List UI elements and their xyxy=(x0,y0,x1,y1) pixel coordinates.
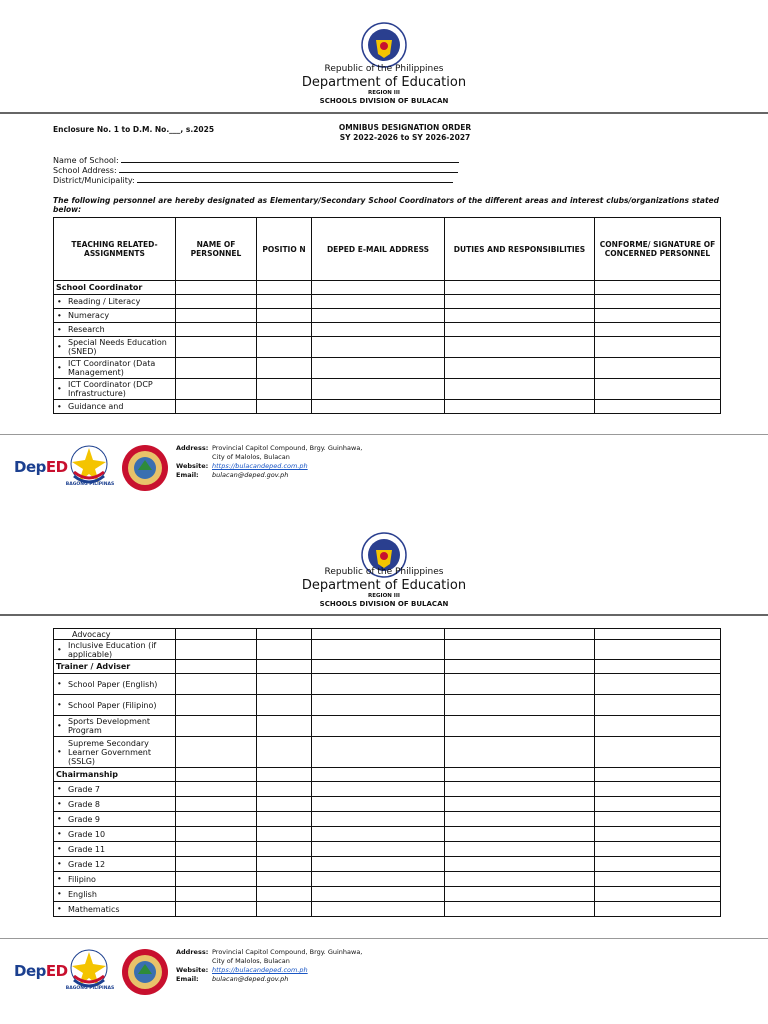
section-label: Trainer / Adviser xyxy=(54,660,176,674)
name-cell[interactable] xyxy=(176,695,257,716)
address-line1: Provincial Capitol Compound, Brgy. Guinhawa, xyxy=(212,948,363,956)
assignment-label: • Reading / Literacy xyxy=(54,295,176,309)
duties-cell[interactable] xyxy=(445,295,595,309)
assignment-label: • Supreme Secondary Learner Government (SSLG) xyxy=(54,737,176,768)
division-text: SCHOOLS DIVISION OF BULACAN xyxy=(319,97,449,105)
col-header: POSITIO N xyxy=(257,218,312,281)
assignment-label: • ICT Coordinator (DCP Infrastructure) xyxy=(54,379,176,400)
name-cell[interactable] xyxy=(176,629,257,640)
signature-cell[interactable] xyxy=(595,323,721,337)
signature-cell[interactable] xyxy=(595,309,721,323)
duties-cell[interactable] xyxy=(445,400,595,414)
email-cell[interactable] xyxy=(312,797,445,812)
section-row xyxy=(54,768,721,782)
position-cell[interactable] xyxy=(257,902,312,917)
website-link[interactable]: https://bulacandeped.com.ph xyxy=(212,462,308,470)
position-cell[interactable] xyxy=(257,295,312,309)
signature-cell[interactable] xyxy=(595,640,721,660)
email-cell[interactable] xyxy=(312,768,445,782)
signature-cell[interactable] xyxy=(595,797,721,812)
signature-cell[interactable] xyxy=(595,281,721,295)
letterhead xyxy=(0,64,768,106)
position-cell[interactable] xyxy=(257,337,312,358)
name-cell[interactable] xyxy=(176,323,257,337)
signature-cell[interactable] xyxy=(595,812,721,827)
position-cell[interactable] xyxy=(257,737,312,768)
contact-block xyxy=(176,948,362,984)
duties-cell[interactable] xyxy=(445,902,595,917)
position-cell[interactable] xyxy=(257,660,312,674)
name-cell[interactable] xyxy=(176,827,257,842)
email-cell[interactable] xyxy=(312,902,445,917)
order-title xyxy=(300,123,510,143)
col-header: DEPED E-MAIL ADDRESS xyxy=(312,218,445,281)
position-cell[interactable] xyxy=(257,629,312,640)
school-name-label: Name of School: xyxy=(53,156,119,165)
duties-cell[interactable] xyxy=(445,281,595,295)
table-row xyxy=(54,674,721,695)
name-cell[interactable] xyxy=(176,281,257,295)
enclosure-text: Enclosure No. 1 to D.M. No.___, s.2025 xyxy=(53,125,215,134)
position-cell[interactable] xyxy=(257,400,312,414)
letterhead xyxy=(0,567,768,609)
signature-cell[interactable] xyxy=(595,842,721,857)
table-row xyxy=(54,379,721,400)
signature-cell[interactable] xyxy=(595,400,721,414)
division-seal-icon xyxy=(121,444,169,492)
email-cell[interactable] xyxy=(312,872,445,887)
table-row xyxy=(54,782,721,797)
assignment-label: • Grade 9 xyxy=(54,812,176,827)
email-cell[interactable] xyxy=(312,716,445,737)
department-text: Department of Education xyxy=(301,75,467,90)
position-cell[interactable] xyxy=(257,827,312,842)
assignment-label: • Grade 11 xyxy=(54,842,176,857)
duties-cell[interactable] xyxy=(445,674,595,695)
name-cell[interactable] xyxy=(176,400,257,414)
assignment-label: • Special Needs Education (SNED) xyxy=(54,337,176,358)
district-label: District/Municipality: xyxy=(53,176,135,185)
school-name-line[interactable] xyxy=(121,155,459,163)
email-cell[interactable] xyxy=(312,842,445,857)
email-cell[interactable] xyxy=(312,337,445,358)
order-title-line2: SY 2022-2026 to SY 2026-2027 xyxy=(339,133,471,142)
assignment-label: • Sports Development Program xyxy=(54,716,176,737)
assignment-label: • Research xyxy=(54,323,176,337)
email-cell[interactable] xyxy=(312,629,445,640)
assignment-label: Advocacy xyxy=(54,629,176,640)
signature-cell[interactable] xyxy=(595,337,721,358)
assignment-label: • English xyxy=(54,887,176,902)
footer xyxy=(0,436,768,506)
designation-table-page1 xyxy=(53,217,721,414)
department-text: Department of Education xyxy=(301,578,467,593)
signature-cell[interactable] xyxy=(595,737,721,768)
school-fields xyxy=(53,155,459,185)
address-label: Address: xyxy=(176,444,209,452)
email-cell[interactable] xyxy=(312,295,445,309)
duties-cell[interactable] xyxy=(445,337,595,358)
contact-block xyxy=(176,444,362,480)
footer-divider xyxy=(0,938,768,939)
name-cell[interactable] xyxy=(176,902,257,917)
table-row xyxy=(54,337,721,358)
col-header: TEACHING RELATED-ASSIGNMENTS xyxy=(54,218,176,281)
email-cell[interactable] xyxy=(312,640,445,660)
duties-cell[interactable] xyxy=(445,309,595,323)
school-address-label: School Address: xyxy=(53,166,117,175)
signature-cell[interactable] xyxy=(595,902,721,917)
bagong-pilipinas-text: BAGONG PILIPINAS xyxy=(65,482,115,487)
name-cell[interactable] xyxy=(176,309,257,323)
name-cell[interactable] xyxy=(176,737,257,768)
table-row xyxy=(54,309,721,323)
position-cell[interactable] xyxy=(257,674,312,695)
name-cell[interactable] xyxy=(176,379,257,400)
intro-paragraph: The following personnel are hereby designated as Elementary/Secondary School Coordinators of the different areas and interest clubs/organizations stated below: xyxy=(53,196,719,214)
name-cell[interactable] xyxy=(176,660,257,674)
region-text: REGION III xyxy=(368,593,400,599)
email-cell[interactable] xyxy=(312,812,445,827)
email-cell[interactable] xyxy=(312,857,445,872)
table-row xyxy=(54,797,721,812)
position-cell[interactable] xyxy=(257,640,312,660)
table-row xyxy=(54,737,721,768)
duties-cell[interactable] xyxy=(445,797,595,812)
signature-cell[interactable] xyxy=(595,782,721,797)
name-cell[interactable] xyxy=(176,872,257,887)
assignment-label: • ICT Coordinator (Data Management) xyxy=(54,358,176,379)
col-header: NAME OF PERSONNEL xyxy=(176,218,257,281)
signature-cell[interactable] xyxy=(595,674,721,695)
position-cell[interactable] xyxy=(257,782,312,797)
table-row xyxy=(54,812,721,827)
name-cell[interactable] xyxy=(176,640,257,660)
duties-cell[interactable] xyxy=(445,323,595,337)
assignment-label: • Guidance and xyxy=(54,400,176,414)
name-cell[interactable] xyxy=(176,674,257,695)
address-label: Address: xyxy=(176,948,209,956)
email-cell[interactable] xyxy=(312,827,445,842)
name-cell[interactable] xyxy=(176,295,257,309)
table-row xyxy=(54,857,721,872)
table-row xyxy=(54,872,721,887)
col-header: CONFORME/ SIGNATURE OF CONCERNED PERSONNEL xyxy=(595,218,721,281)
republic-text: Republic of the Philippines xyxy=(324,567,444,577)
signature-cell[interactable] xyxy=(595,827,721,842)
email-label: Email: xyxy=(176,975,199,983)
table-row xyxy=(54,695,721,716)
position-cell[interactable] xyxy=(257,309,312,323)
address-line1: Provincial Capitol Compound, Brgy. Guinhawa, xyxy=(212,444,363,452)
header-divider xyxy=(0,112,768,114)
position-cell[interactable] xyxy=(257,887,312,902)
email-cell[interactable] xyxy=(312,782,445,797)
col-header: DUTIES AND RESPONSIBILITIES xyxy=(445,218,595,281)
division-text: SCHOOLS DIVISION OF BULACAN xyxy=(319,600,449,608)
email-cell[interactable] xyxy=(312,281,445,295)
name-cell[interactable] xyxy=(176,857,257,872)
duties-cell[interactable] xyxy=(445,812,595,827)
email-cell[interactable] xyxy=(312,358,445,379)
order-title-line1: OMNIBUS DESIGNATION ORDER xyxy=(338,123,472,132)
assignment-label: • Inclusive Education (if applicable) xyxy=(54,640,176,660)
duties-cell[interactable] xyxy=(445,887,595,902)
signature-cell[interactable] xyxy=(595,887,721,902)
duties-cell[interactable] xyxy=(445,768,595,782)
assignment-label: • Grade 12 xyxy=(54,857,176,872)
name-cell[interactable] xyxy=(176,812,257,827)
name-cell[interactable] xyxy=(176,337,257,358)
email-cell[interactable] xyxy=(312,660,445,674)
signature-cell[interactable] xyxy=(595,629,721,640)
signature-cell[interactable] xyxy=(595,660,721,674)
name-cell[interactable] xyxy=(176,887,257,902)
website-link[interactable]: https://bulacandeped.com.ph xyxy=(212,966,308,974)
assignment-label: • Grade 10 xyxy=(54,827,176,842)
position-cell[interactable] xyxy=(257,358,312,379)
signature-cell[interactable] xyxy=(595,295,721,309)
section-row xyxy=(54,281,721,295)
deped-logo: DepED xyxy=(14,458,68,476)
name-cell[interactable] xyxy=(176,358,257,379)
position-cell[interactable] xyxy=(257,716,312,737)
email-cell[interactable] xyxy=(312,323,445,337)
position-cell[interactable] xyxy=(257,842,312,857)
email-cell[interactable] xyxy=(312,695,445,716)
email-cell[interactable] xyxy=(312,379,445,400)
table-row xyxy=(54,842,721,857)
designation-table-page2 xyxy=(53,628,721,917)
address-line2: City of Malolos, Bulacan xyxy=(212,453,290,461)
name-cell[interactable] xyxy=(176,768,257,782)
duties-cell[interactable] xyxy=(445,827,595,842)
duties-cell[interactable] xyxy=(445,857,595,872)
assignment-label: • Filipino xyxy=(54,872,176,887)
page-2 xyxy=(0,512,768,1024)
signature-cell[interactable] xyxy=(595,716,721,737)
position-cell[interactable] xyxy=(257,379,312,400)
email-cell[interactable] xyxy=(312,887,445,902)
section-row xyxy=(54,660,721,674)
table-row xyxy=(54,902,721,917)
footer-divider xyxy=(0,434,768,435)
email-text: bulacan@deped.gov.ph xyxy=(212,975,289,983)
email-text: bulacan@deped.gov.ph xyxy=(212,471,289,479)
duties-cell[interactable] xyxy=(445,716,595,737)
signature-cell[interactable] xyxy=(595,379,721,400)
district-line[interactable] xyxy=(137,175,453,183)
table-row xyxy=(54,323,721,337)
table-row xyxy=(54,716,721,737)
signature-cell[interactable] xyxy=(595,857,721,872)
bagong-pilipinas-text: BAGONG PILIPINAS xyxy=(65,986,115,991)
table-row xyxy=(54,827,721,842)
duties-cell[interactable] xyxy=(445,379,595,400)
position-cell[interactable] xyxy=(257,323,312,337)
position-cell[interactable] xyxy=(257,872,312,887)
division-seal-icon xyxy=(121,948,169,996)
position-cell[interactable] xyxy=(257,768,312,782)
duties-cell[interactable] xyxy=(445,640,595,660)
duties-cell[interactable] xyxy=(445,660,595,674)
assignment-label: • Numeracy xyxy=(54,309,176,323)
position-cell[interactable] xyxy=(257,812,312,827)
assignment-label: • Grade 7 xyxy=(54,782,176,797)
deped-logo: DepED xyxy=(14,962,68,980)
region-text: REGION III xyxy=(368,90,400,96)
assignment-label: • School Paper (Filipino) xyxy=(54,695,176,716)
duties-cell[interactable] xyxy=(445,872,595,887)
assignment-label: • Grade 8 xyxy=(54,797,176,812)
duties-cell[interactable] xyxy=(445,782,595,797)
position-cell[interactable] xyxy=(257,857,312,872)
duties-cell[interactable] xyxy=(445,737,595,768)
republic-text: Republic of the Philippines xyxy=(324,64,444,74)
signature-cell[interactable] xyxy=(595,358,721,379)
email-cell[interactable] xyxy=(312,400,445,414)
email-cell[interactable] xyxy=(312,309,445,323)
name-cell[interactable] xyxy=(176,782,257,797)
table-row xyxy=(54,887,721,902)
table-row xyxy=(54,400,721,414)
position-cell[interactable] xyxy=(257,695,312,716)
email-label: Email: xyxy=(176,471,199,479)
table-header-row xyxy=(54,218,721,281)
name-cell[interactable] xyxy=(176,842,257,857)
deped-seal-icon xyxy=(361,22,407,68)
school-address-line[interactable] xyxy=(119,165,458,173)
duties-cell[interactable] xyxy=(445,842,595,857)
signature-cell[interactable] xyxy=(595,695,721,716)
header-divider xyxy=(0,614,768,616)
duties-cell[interactable] xyxy=(445,695,595,716)
assignment-label: • School Paper (English) xyxy=(54,674,176,695)
section-label: Chairmanship xyxy=(54,768,176,782)
name-cell[interactable] xyxy=(176,797,257,812)
table-row xyxy=(54,295,721,309)
address-line2: City of Malolos, Bulacan xyxy=(212,957,290,965)
duties-cell[interactable] xyxy=(445,629,595,640)
signature-cell[interactable] xyxy=(595,768,721,782)
signature-cell[interactable] xyxy=(595,872,721,887)
assignment-label: • Mathematics xyxy=(54,902,176,917)
email-cell[interactable] xyxy=(312,737,445,768)
website-label: Website: xyxy=(176,462,209,470)
website-label: Website: xyxy=(176,966,209,974)
table-row xyxy=(54,640,721,660)
table-row xyxy=(54,629,721,640)
position-cell[interactable] xyxy=(257,797,312,812)
position-cell[interactable] xyxy=(257,281,312,295)
section-label: School Coordinator xyxy=(54,281,176,295)
duties-cell[interactable] xyxy=(445,358,595,379)
table-row xyxy=(54,358,721,379)
email-cell[interactable] xyxy=(312,674,445,695)
name-cell[interactable] xyxy=(176,716,257,737)
footer xyxy=(0,940,768,1010)
